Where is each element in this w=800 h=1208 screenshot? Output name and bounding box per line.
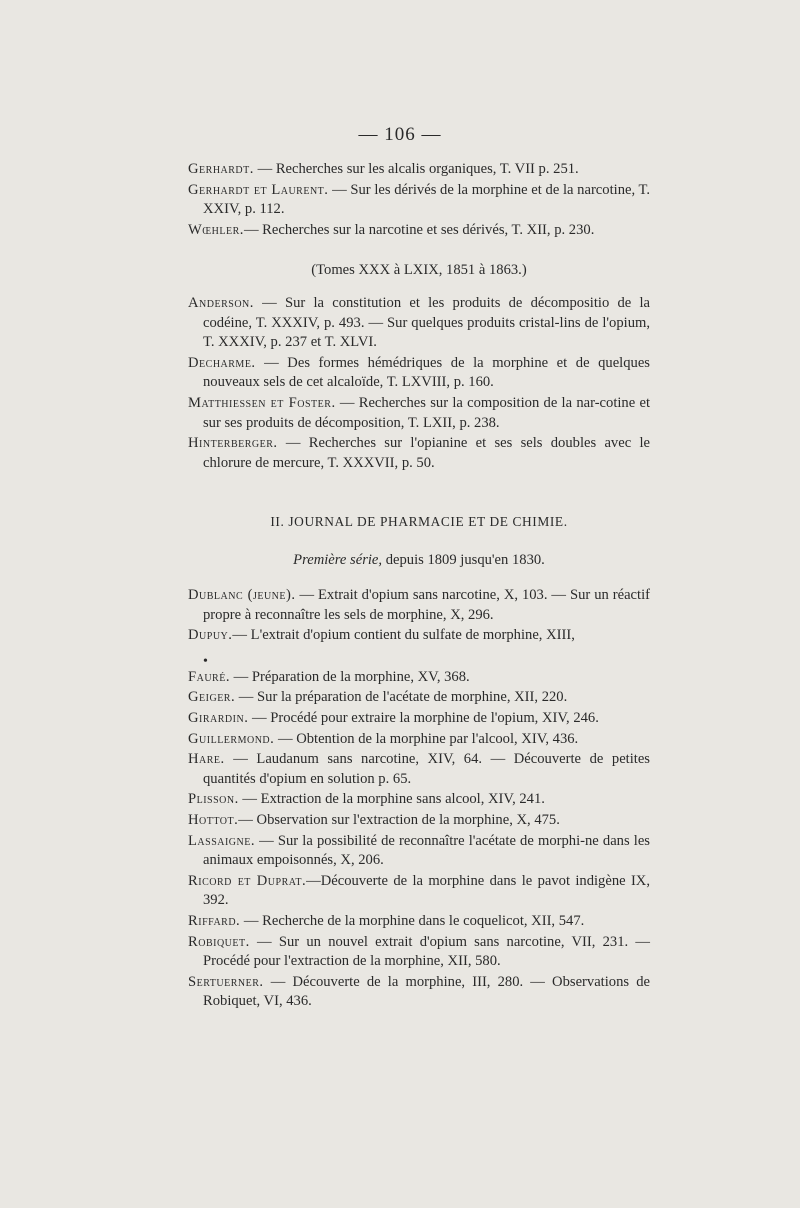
entry-text: — Sur un nouvel extrait d'opium sans narcotine, VII, 231. — Procédé pour l'extraction de la morphine, XII, 580. [203,933,650,970]
entry-author: Plisson. [188,791,239,808]
series-subtitle [188,552,650,569]
entry-text: — Recherches sur la composition de la nar-cotine et sur ses produits de décomposition, T. LXII, p. 238. [203,394,650,431]
entry-text: — Obtention de la morphine par l'alcool, XIV, 436. [274,730,579,747]
entry-author: Hare. [188,751,225,768]
entry-author: Wœhler. [188,221,244,238]
bibliography-entry [188,912,650,932]
series-label: Première série, [293,552,383,568]
entry-text: — Sur la possibilité de reconnaître l'acétate de morphi-ne dans les animaux empoisonnés, X, 206. [203,832,650,869]
bibliography-entry [188,434,650,473]
page-number: — 106 — [358,124,442,145]
bibliography-entry [188,730,650,750]
entry-author: Geiger. [188,689,236,706]
entry-author: Fauré. [188,668,230,685]
entry-text: — Sur la constitution et les produits de décompositio de la codéine, T. XXXIV, p. 493. — Sur quelques produits cristal-lins de l'opium, T. XXXIV, p. 237 et T. XLVI. [203,295,650,351]
entry-author: Riffard. [188,912,241,929]
bibliography-entry [188,872,650,911]
entry-author: Decharme. [188,354,256,371]
section-two-entries [188,294,650,473]
bibliography-entry [188,790,650,810]
series-range: depuis 1809 jusqu'en 1830. [382,552,545,568]
entry-author: Guillermond. [188,730,275,747]
entry-text: — Recherches sur la narcotine et ses dérivés, T. XII, p. 230. [243,221,595,238]
entry-author: Robiquet. [188,933,250,950]
bibliography-entry [188,811,650,831]
entry-text: — Extrait d'opium sans narcotine, X, 103. — Sur un réactif propre à reconnaître les sels de morphine, X, 296. [203,587,650,623]
entry-author: Gerhardt. [188,161,254,177]
bibliography-entry [188,933,650,972]
bibliography-entry [188,181,650,220]
entry-text: — Découverte de la morphine, III, 280. — Observations de Robiquet, VI, 436. [203,973,650,1010]
entry-text: —Découverte de la morphine dans le pavot indigène IX, 392. [203,872,650,909]
bibliography-entry [188,394,650,433]
entry-author: Girardin. [188,709,249,726]
entry-author: Gerhardt et Laurent. [188,181,329,198]
bibliography-entry [188,973,650,1012]
stray-dot: • [203,654,208,669]
bibliography-entry [188,294,650,353]
bibliography-entry [188,160,650,180]
entry-text: — Procédé pour extraire la morphine de l'opium, XIV, 246. [248,709,599,726]
entry-author: Dupuy. [188,627,233,644]
bibliography-entry [188,709,650,729]
bibliography-entry [188,750,650,789]
entry-author: Anderson. [188,295,254,311]
entry-text: — L'extrait d'opium contient du sulfate de morphine, XIII, [232,627,575,644]
bibliography-entry [188,626,650,646]
bibliography-entry [188,832,650,871]
section-heading: II. JOURNAL DE PHARMACIE ET DE CHIMIE. [270,514,568,529]
section-one-entries [188,160,650,240]
entry-author: Dublanc (jeune). [188,587,296,603]
entry-author: Hottot. [188,811,239,828]
entry-author: Sertuerner. [188,973,264,990]
bibliography-entry [188,668,650,688]
entry-text: — Extraction de la morphine sans alcool, XIV, 241. [238,791,545,808]
entry-text: — Sur les dérivés de la morphine et de la narcotine, T. XXIV, p. 112. [203,181,651,218]
entry-author: Hinterberger. [188,435,278,452]
entry-author: Matthiessen et Foster. [188,394,336,411]
entry-author: Lassaigne. [188,832,256,849]
entry-text: — Recherches sur l'opianine et ses sels doubles avec le chlorure de mercure, T. XXXVII, p. 50. [203,435,650,471]
volumes-heading: (Tomes XXX à LXIX, 1851 à 1863.) [311,262,527,278]
bibliography-entry [188,221,650,241]
entry-text: — Préparation de la morphine, XV, 368. [230,668,470,685]
bibliography-entry [188,688,650,708]
entry-text: — Des formes hémédriques de la morphine et de quelques nouveaux sels de cet alcaloïde, T. LXVIII, p. 160. [203,354,650,391]
entry-text: — Sur la préparation de l'acétate de morphine, XII, 220. [235,689,568,706]
section-three-entries [188,586,650,1012]
entry-author: Ricord et Duprat. [188,872,307,889]
bibliography-entry [188,586,650,625]
bibliography-entry [188,354,650,393]
entry-text: — Recherche de la morphine dans le coquelicot, XII, 547. [240,912,585,929]
entry-text: — Observation sur l'extraction de la morphine, X, 475. [238,811,560,828]
entry-text: — Laudanum sans narcotine, XIV, 64. — Découverte de petites quantités d'opium en solution p. 65. [203,751,650,787]
entry-text: — Recherches sur les alcalis organiques, T. VII p. 251. [253,161,579,177]
